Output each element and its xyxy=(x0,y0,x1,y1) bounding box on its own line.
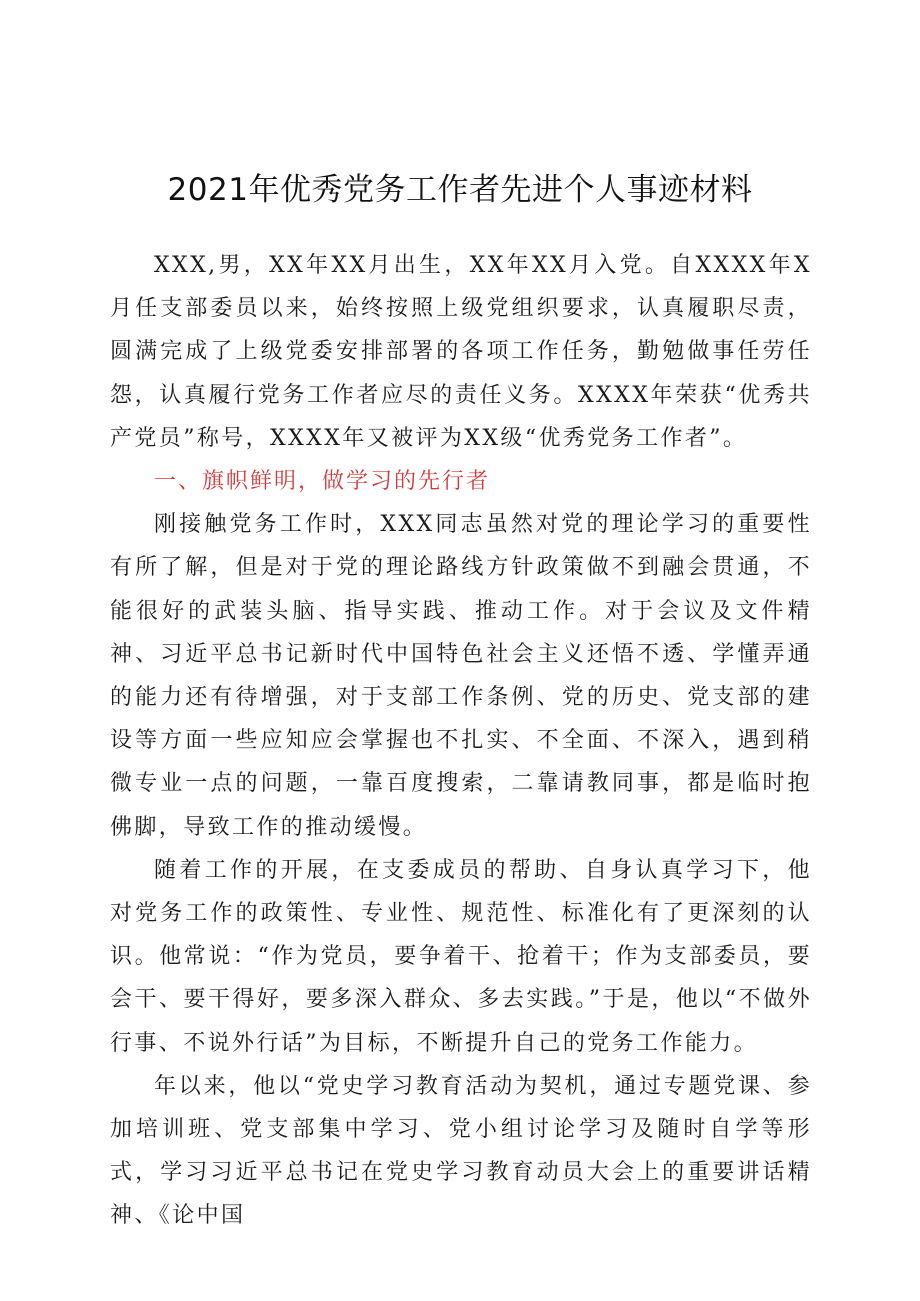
paragraph-intro: XXX,男，XX年XX月出生，XX年XX月入党。自XXXX年X月任支部委员以来，始终按照上级党组织要求，认真履职尽责，圆满完成了上级党委安排部署的各项工作任务，勤勉做事任劳任怨，认真履行党务工作者应尽的责任义务。XXXX年荣获“优秀共产党员”称号，XXXX年又被评为XX级“优秀党务工作者”。 xyxy=(110,253,812,451)
paragraph-learning-progress: 随着工作的开展，在支委成员的帮助、自身认真学习下，他对党务工作的政策性、专业性、规范性、标准化有了更深刻的认识。他常说：“作为党员，要争着干、抢着干；作为支部委员，要会干、要干得好，要多深入群众、多去实践。”于是，他以“不做外行事、不说外行话”为目标，不断提升自己的党务工作能力。 xyxy=(110,857,812,1056)
document-title: 2021年优秀党务工作者先进个人事迹材料 xyxy=(167,172,753,208)
section-heading-1: 一、旗帜鲜明，做学习的先行者 xyxy=(154,469,491,495)
paragraph-learning-activities: 年以来，他以“党史学习教育活动为契机，通过专题党课、参加培训班、党支部集中学习、党小组讨论学习及随时自学等形式，学习习近平总书记在党史学习教育动员大会上的重要讲话精神、《论中国 xyxy=(110,1073,812,1229)
document-body xyxy=(110,244,812,1238)
paragraph-learning-start: 刚接触党务工作时，XXX同志虽然对党的理论学习的重要性有所了解，但是对于党的理论路线方针政策做不到融会贯通，不能很好的武装头脑、指导实践、推动工作。对于会议及文件精神、习近平总书记新时代中国特色社会主义还悟不透、学懂弄通的能力还有待增强，对于支部工作条例、党的历史、党支部的建设等方面一些应知应会掌握也不扎实、不全面、不深入，遇到稍微专业一点的问题，一靠百度搜索，二靠请教同事，都是临时抱佛脚，导致工作的推动缓慢。 xyxy=(110,512,812,840)
